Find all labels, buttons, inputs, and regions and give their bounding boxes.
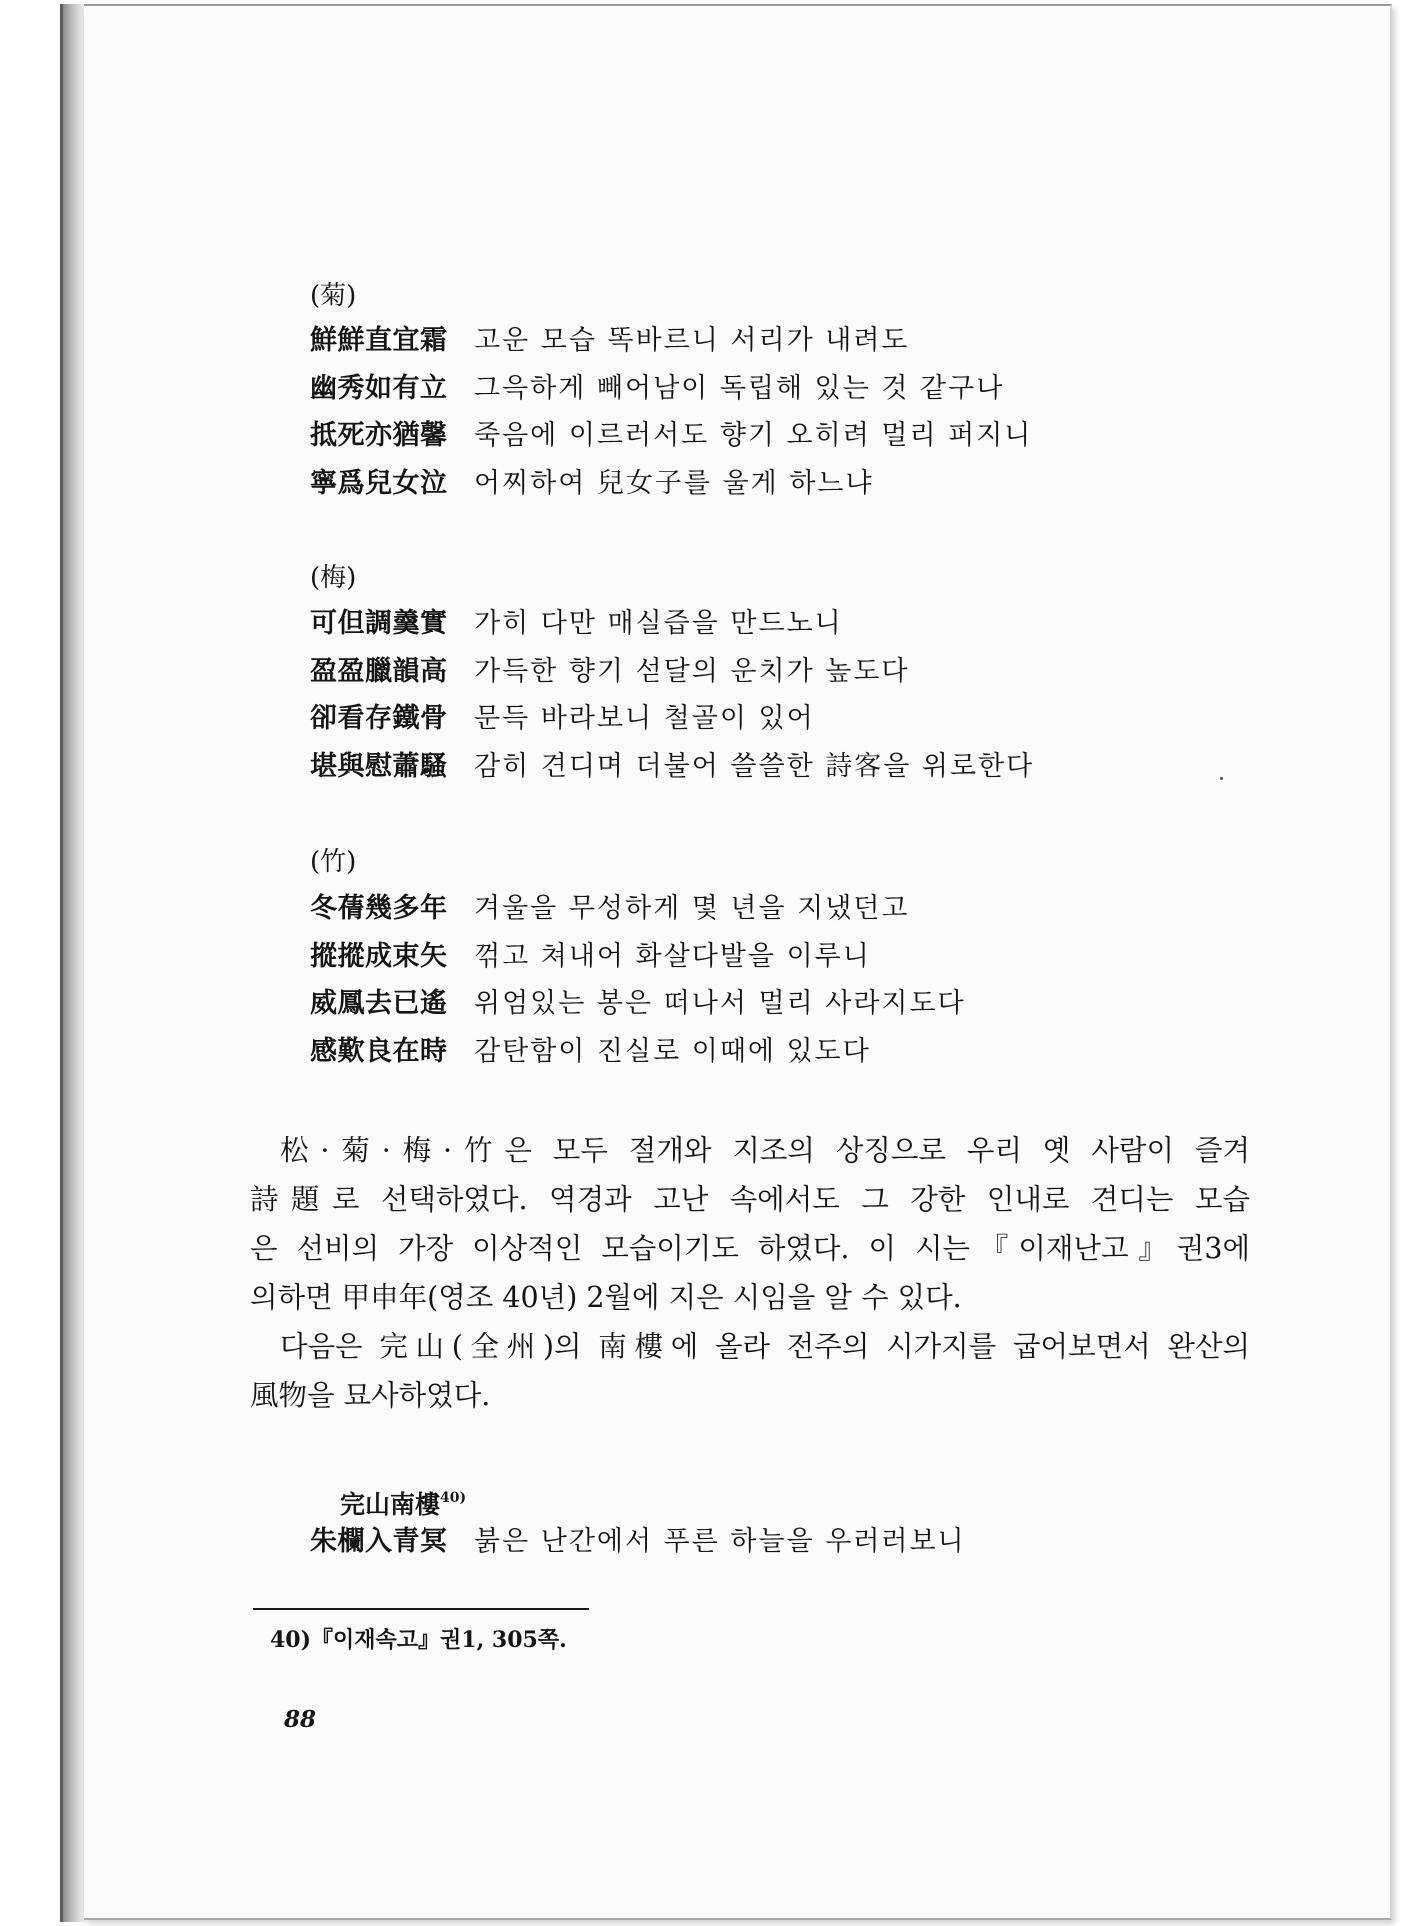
stanza-title-chrysanthemum: (菊) — [310, 281, 357, 311]
verse-line — [310, 648, 1034, 696]
verse-chinese: 堪與慰蕭騷 — [310, 750, 448, 782]
verse-line — [310, 743, 1034, 791]
verse-wansan — [310, 1518, 966, 1566]
paragraph-line: 詩題로 선택하였다. 역경과 고난 속에서도 그 강한 인내로 견디는 모습 — [250, 1183, 1250, 1216]
verse-line — [310, 980, 966, 1028]
verse-line — [310, 412, 1032, 460]
verse-chinese: 感歎良在時 — [310, 1035, 448, 1067]
page-number: 88 — [284, 1706, 317, 1733]
verse-chinese: 摐摐成束矢 — [310, 940, 448, 972]
verse-chinese: 盈盈臘韻高 — [310, 655, 448, 687]
verse-line — [310, 317, 1032, 365]
stanza-title-bamboo: (竹) — [310, 847, 357, 877]
stanza-title-plum: (梅) — [310, 563, 357, 593]
verse-line — [310, 1518, 966, 1566]
footnote-reference: 40) — [440, 1490, 467, 1506]
verse-chinese: 朱欄入青冥 — [310, 1526, 448, 1557]
book-spine-edge — [60, 4, 86, 1922]
verse-korean: 겨울을 무성하게 몇 년을 지냈던고 — [474, 893, 910, 924]
verse-line — [310, 600, 1034, 648]
body-paragraph-2 — [250, 1322, 1250, 1420]
verse-korean: 어찌하여 兒女子를 울게 하느냐 — [474, 467, 874, 499]
verse-korean: 가히 다만 매실즙을 만드노니 — [474, 608, 843, 639]
body-paragraph-1 — [250, 1126, 1250, 1322]
verse-chinese: 可但調羹實 — [310, 608, 448, 639]
verse-korean: 가득한 향기 섣달의 운치가 높도다 — [474, 655, 910, 687]
paragraph-line: 은 선비의 가장 이상적인 모습이기도 하였다. 이 시는『이재난고』권3에 — [250, 1232, 1250, 1265]
scan-speck — [1220, 777, 1223, 780]
verse-chinese: 冬蒨幾多年 — [310, 893, 448, 924]
paragraph-line: 다음은 完山(全州)의 南樓에 올라 전주의 시가지를 굽어보면서 완산의 — [280, 1330, 1250, 1363]
verse-chinese: 卻看存鐵骨 — [310, 703, 448, 734]
verse-line — [310, 933, 966, 981]
verse-chrysanthemum — [310, 317, 1032, 507]
paragraph-line: 의하면 甲申年(영조 40년) 2월에 지은 시임을 알 수 있다. — [250, 1281, 962, 1314]
footnote: 40)『이재속고』권1, 305쪽. — [270, 1627, 567, 1653]
verse-korean: 꺾고 쳐내어 화살다발을 이루니 — [474, 940, 871, 972]
verse-plum — [310, 600, 1034, 790]
verse-chinese: 鮮鮮直宜霜 — [310, 325, 448, 356]
verse-korean: 고운 모습 똑바르니 서리가 내려도 — [474, 325, 910, 356]
paragraph-line: 風物을 묘사하였다. — [250, 1379, 491, 1412]
verse-korean: 죽음에 이르러서도 향기 오히려 멀리 퍼지니 — [474, 420, 1033, 451]
verse-chinese: 威鳳去已遙 — [310, 988, 448, 1019]
verse-line — [310, 460, 1032, 508]
verse-line — [310, 695, 1034, 743]
verse-korean: 위엄있는 봉은 떠나서 멀리 사라지도다 — [474, 988, 966, 1019]
verse-chinese: 幽秀如有立 — [310, 372, 448, 404]
paragraph-line: 松·菊·梅·竹은 모두 절개와 지조의 상징으로 우리 옛 사람이 즐겨 — [280, 1134, 1250, 1167]
verse-korean: 감탄함이 진실로 이때에 있도다 — [474, 1035, 871, 1067]
verse-line — [310, 365, 1032, 413]
verse-chinese: 寧爲兒女泣 — [310, 467, 448, 499]
verse-bamboo — [310, 885, 966, 1075]
poem-title-text: 完山南樓 — [340, 1490, 441, 1519]
verse-korean: 감히 견디며 더불어 쓸쓸한 詩客을 위로한다 — [474, 750, 1035, 782]
verse-line — [310, 1028, 966, 1076]
verse-line — [310, 885, 966, 933]
footnote-divider — [253, 1608, 589, 1610]
verse-korean: 붉은 난간에서 푸른 하늘을 우러러보니 — [474, 1526, 966, 1557]
verse-chinese: 抵死亦猶馨 — [310, 420, 448, 451]
verse-korean: 그윽하게 빼어남이 독립해 있는 것 같구나 — [474, 372, 1005, 404]
verse-korean: 문득 바라보니 철골이 있어 — [474, 703, 815, 734]
